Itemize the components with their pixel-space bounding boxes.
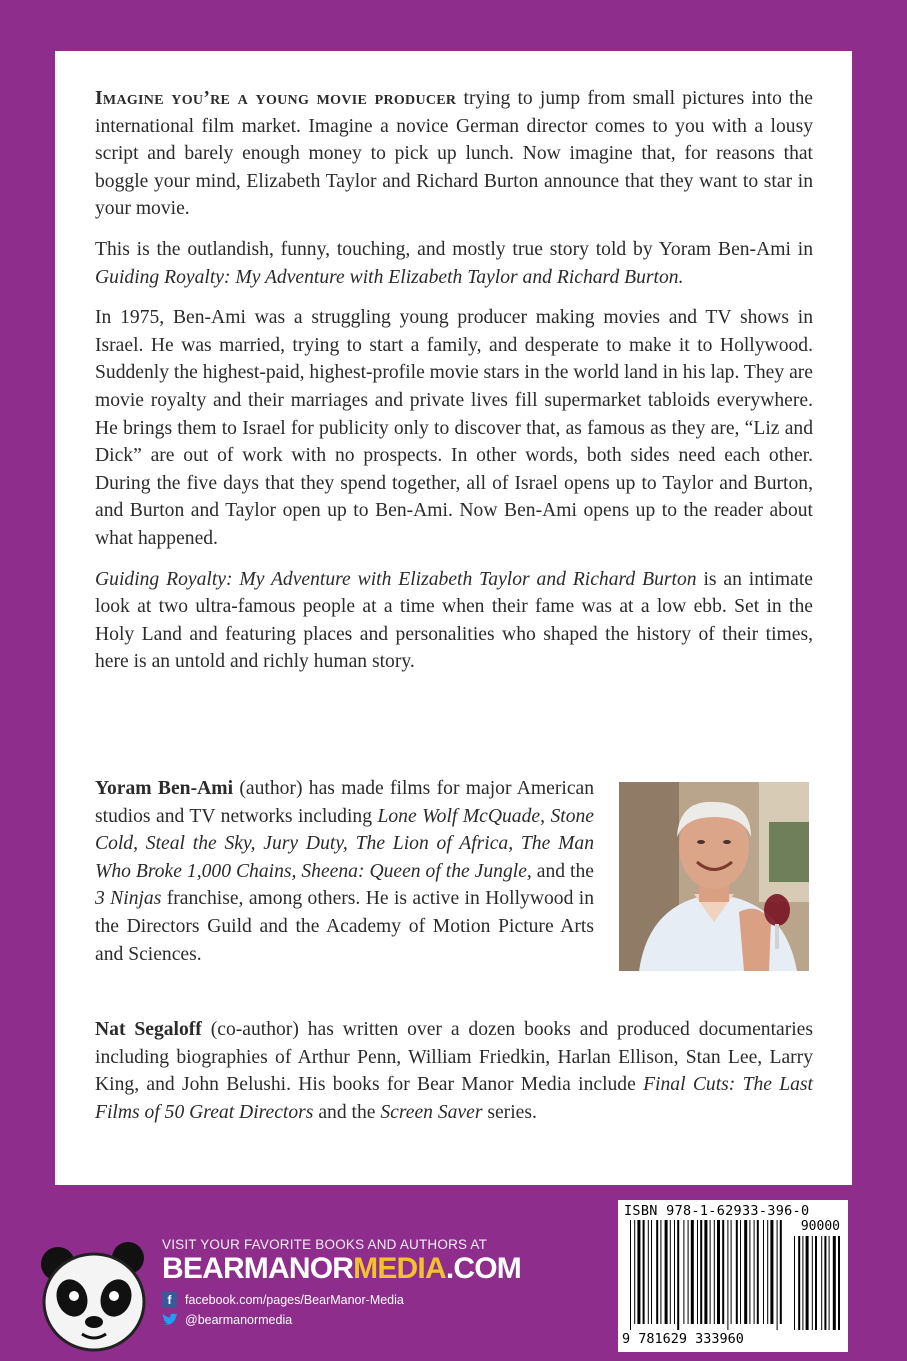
coauthor-bio: Nat Segaloff (co-author) has written over a dozen books and produced documentaries including biographies of Arthur Penn, William Friedkin, Harlan Ellison, Stan Lee, Larry King, and John Belushi. His books for Bear Manor Media include Final Cuts: The Last Films of 50 Great Directors and the Screen Saver series. xyxy=(95,1019,814,1123)
text-panel xyxy=(55,51,852,1185)
website-link[interactable]: BEARMANORMEDIA.COM xyxy=(162,1252,521,1285)
twitter-icon xyxy=(162,1313,178,1327)
twitter-link[interactable]: @bearmanormedia xyxy=(162,1313,292,1327)
synopsis xyxy=(95,85,813,676)
price-addon-text: 90000 xyxy=(800,1219,840,1234)
author-bio: Yoram Ben-Ami (author) has made films for major American studios and TV networks including Lone Wolf McQuade, Stone Cold, Steal the Sky, Jury Duty, The Lion of Africa, The Man Who Broke 1,000 Chains, Sheena: Queen of the Jungle, and the 3 Ninjas franchise, among others. He is active in Hollywood in the Directors Guild and the Academy of Motion Picture Arts and Sciences. xyxy=(95,778,595,965)
footer-tagline: VISIT YOUR FAVORITE BOOKS AND AUTHORS AT xyxy=(162,1237,488,1252)
synopsis-paragraph-3: In 1975, Ben-Ami was a struggling young producer making movies and TV shows in Israel. He was married, trying to start a family, and desperate to make it to Hollywood. Suddenly the highest-paid, highest-profile movie stars in the world land in his lap. They are movie royalty and their marriages and private lives fill supermarket tabloids everywhere. He brings them to Israel for publicity only to discover that, as famous as they are, “Liz and Dick” are out of work with no prospects. In other words, both sides need each other. During the five days that they spend together, all of Israel opens up to Taylor and Burton, and Burton and Taylor open up to Ben-Ami. Now Ben-Ami opens up to the reader about what happened. xyxy=(95,307,813,549)
synopsis-paragraph-1: Imagine you’re a young movie producer trying to jump from small pictures into the international film market. Imagine a novice German director comes to you with a lousy script and barely enough money to pick up lunch. Now imagine that, for reasons that boggle your mind, Elizabeth Taylor and Richard Burton announce that they want to star in your movie. xyxy=(95,88,813,220)
isbn-barcode xyxy=(618,1200,848,1352)
synopsis-paragraph-4: Guiding Royalty: My Adventure with Elizabeth Taylor and Richard Burton is an intimate look at two ultra-famous people at a time when their fame was at a low ebb. Set in the Holy Land and featuring places and personalities who shaped the history of their times, here is an untold and richly human story. xyxy=(95,568,813,673)
ean-digits: 9 781629 333960 xyxy=(622,1331,744,1347)
barcode-bars xyxy=(622,1220,844,1332)
author-photo xyxy=(619,782,809,971)
facebook-icon: f xyxy=(162,1292,177,1307)
isbn-text: ISBN 978-1-62933-396-0 xyxy=(624,1203,810,1219)
synopsis-paragraph-2: This is the outlandish, funny, touching, and mostly true story told by Yoram Ben-Ami in Guiding Royalty: My Adventure with Elizabeth Taylor and Richard Burton. xyxy=(95,238,813,288)
panda-logo-icon xyxy=(36,1240,156,1356)
facebook-link[interactable]: f facebook.com/pages/BearManor-Media xyxy=(162,1292,404,1307)
